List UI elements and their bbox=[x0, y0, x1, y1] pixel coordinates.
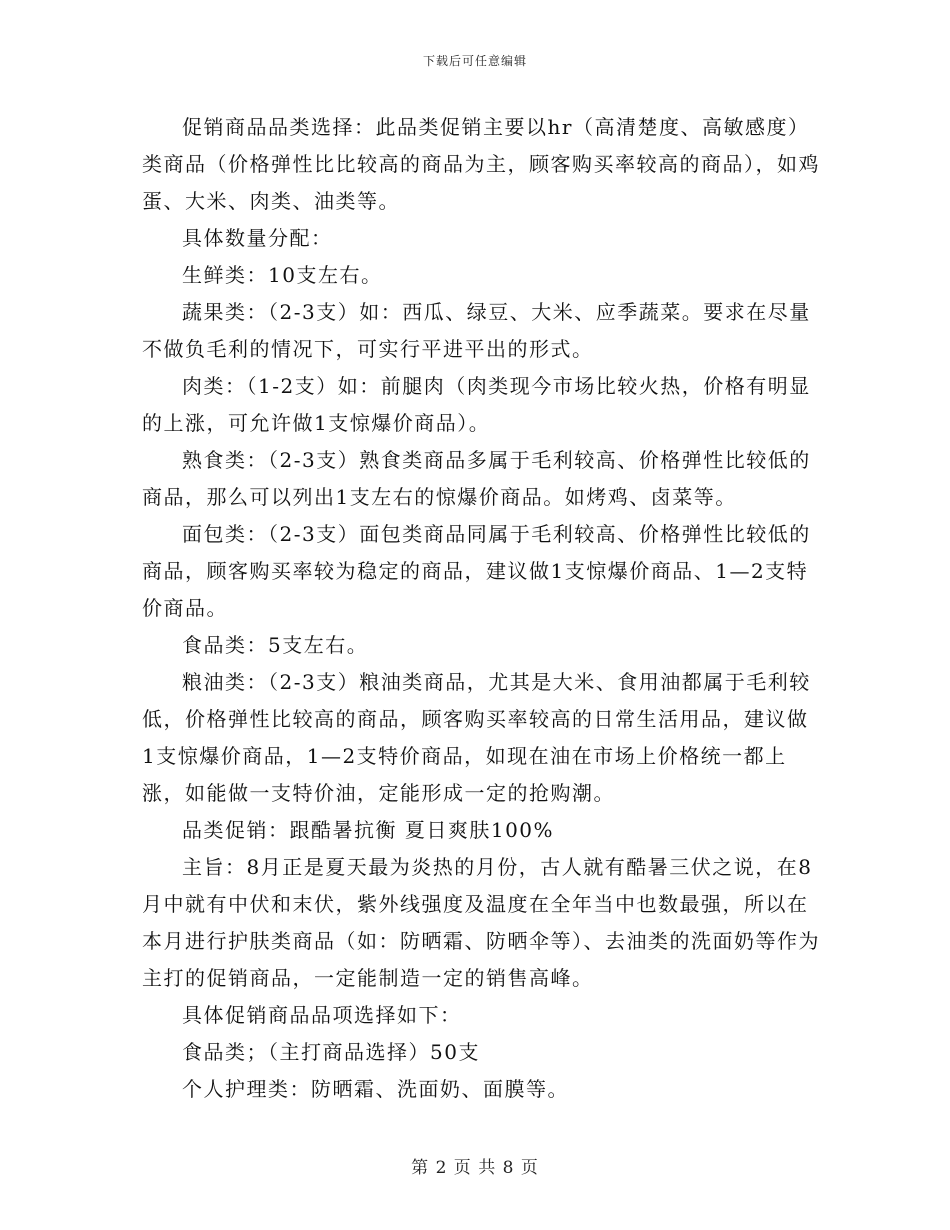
paragraph-item-selection: 具体促销商品品项选择如下： bbox=[182, 1003, 462, 1027]
paragraph-deli: 熟食类：（2-3支）熟食类商品多属于毛利较高、价格弹性比较低的商品，那么可以列出1支左右的惊爆价商品。如烤鸡、卤菜等。 bbox=[142, 448, 811, 509]
paragraph-bakery: 面包类：（2-3支）面包类商品同属于毛利较高、价格弹性比较低的商品，顾客购买率较为稳定的商品，建议做1支惊爆价商品、1—2支特价商品。 bbox=[142, 522, 811, 620]
paragraph-category-promo: 品类促销：跟酷暑抗衡 夏日爽肤100% bbox=[182, 818, 555, 842]
paragraph-grain-oil: 粮油类：（2-3支）粮油类商品，尤其是大米、食用油都属于毛利较低，价格弹性比较高的商品，顾客购买率较高的日常生活用品，建议做1支惊爆价商品，1—2支特价商品，如现在油在市场上价格统一都上涨，如能做一支特价油，定能形成一定的抢购潮。 bbox=[142, 670, 811, 805]
page-number: 第 2 页 共 8 页 bbox=[411, 1158, 539, 1178]
paragraph-category-selection: 促销商品品类选择：此品类促销主要以hr（高清楚度、高敏感度）类商品（价格弹性比比较高的商品为主，顾客购买率较高的商品），如鸡蛋、大米、肉类、油类等。 bbox=[142, 115, 820, 213]
paragraph-meat: 肉类：（1-2支）如：前腿肉（肉类现今市场比较火热，价格有明显的上涨，可允许做1支惊爆价商品）。 bbox=[142, 374, 811, 435]
paragraph-produce: 蔬果类：（2-3支）如：西瓜、绿豆、大米、应季蔬菜。要求在尽量不做负毛利的情况下，可实行平进平出的形式。 bbox=[142, 300, 811, 361]
paragraph-personal-care: 个人护理类：防晒霜、洗面奶、面膜等。 bbox=[182, 1077, 569, 1101]
paragraph-fresh: 生鲜类：10支左右。 bbox=[182, 263, 383, 287]
paragraph-theme: 主旨：8月正是夏天最为炎热的月份，古人就有酷暑三伏之说，在8月中就有中伏和末伏，紫外线强度及温度在全年当中也数最强，所以在本月进行护肤类商品（如：防晒霜、防晒伞等）、去油类的洗面奶等作为主打的促销商品，一定能制造一定的销售高峰。 bbox=[142, 855, 820, 990]
page-header: 下载后可任意编辑 bbox=[422, 54, 527, 68]
paragraph-quantity-heading: 具体数量分配： bbox=[182, 226, 333, 250]
paragraph-food: 食品类：5支左右。 bbox=[182, 633, 369, 657]
paragraph-food-main: 食品类；（主打商品选择）50支 bbox=[182, 1040, 480, 1064]
document-body bbox=[142, 109, 822, 1108]
